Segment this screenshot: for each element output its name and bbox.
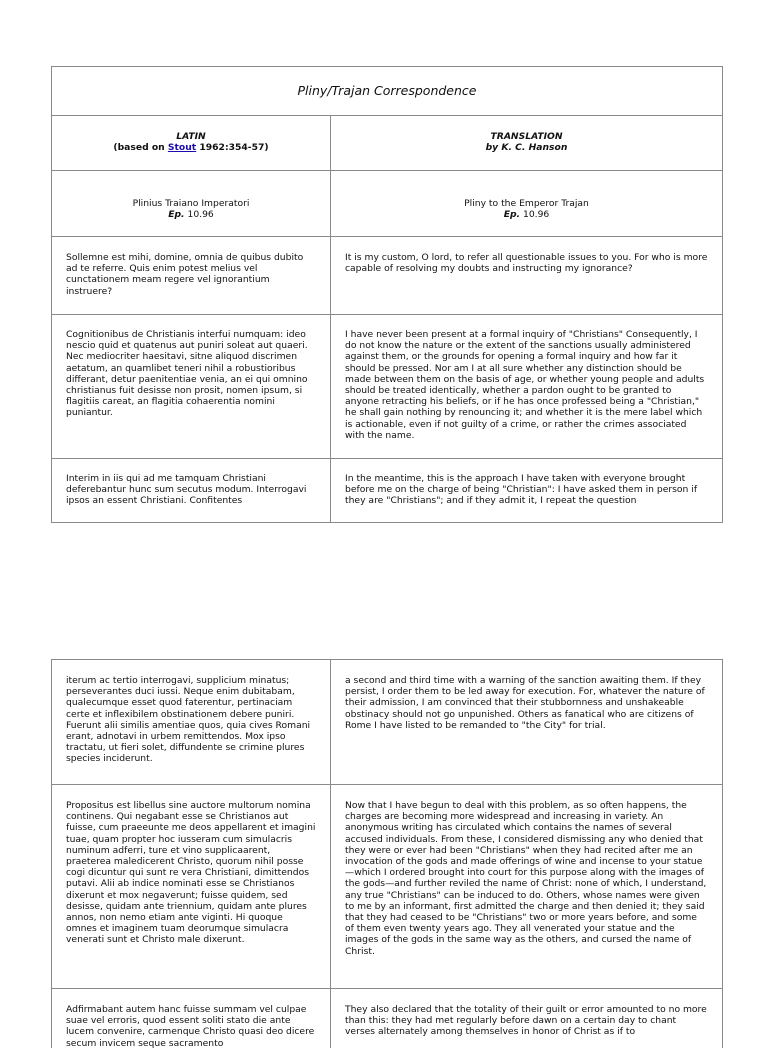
translation-text: a second and third time with a warning of the sanction awaiting them. If they persist, I order them to be led away for execution. For, whatever the nature of their admission, I am convinced that their stubbornness and unshakeable obstinacy should not go unpunished. Others as fanatical who are citizens of Rome I have listed to be remanded to "the City" for trial. [345,675,705,731]
latin-text: Adfirmabant autem hanc fuisse summam vel culpae suae vel erroris, quod essent soliti stato die ante lucem convenire, carmenque Christo quasi deo dicere secum invicem seque sacramento [52,989,331,1048]
translator-credit: by K. C. Hanson [485,142,568,154]
latin-text: Cognitionibus de Christianis interfui numquam: ideo nescio quid et quatenus aut puniri soleat aut quaeri. Nec mediocriter haesitavi, sitne aliquod discrimen aetatum, an quamlibet teneri nihil a robustioribus differant, detur paenitentiae venia, an ei qui omnino christianus fuit desisse non prosit, nomen ipsum, si flagitiis careat, an flagitia cohaerentia nomini puniantur. [52,315,331,458]
latin-header: LATIN [176,131,206,142]
page-title: Pliny/Trajan Correspondence [297,83,477,98]
translation-text: I have never been present at a formal inquiry of "Christians" Consequently, I do not know the nature or the extent of the sanctions usually administered against them, or the grounds for opening a formal inquiry and how far it should be pressed. Nor am I at all sure whether any distinction should be made between them on the basis of age, or whether young people and adults should be treated identically, whether a pardon ought to be granted to anyone retracting his beliefs, or if he has once professed being a "Christian," he shall gain nothing by renouncing it; and whether it is the mere label which is actionable, even if not guilty of a crime, or rather the crimes associated with the name. [345,329,705,441]
latin-text: Sollemne est mihi, domine, omnia de quibus dubito ad te referre. Quis enim potest melius vel cunctationem meam regere vel ignorantium instruere? [52,237,331,314]
latin-text: iterum ac tertio interrogavi, supplicium minatus; perseverantes duci iussi. Neque enim dubitabam, qualecumque esset quod faterentur, pertinaciam certe et inflexibilem obstinationem debere puniri. Fuerunt alii similis amentiae quos, quia cives Romani erant, adnotavi in urbem remittendos. Mox ipso tractatu, ut fieri solet, diffundente se crimine plures species inciderunt. [52,660,331,784]
page-1-table [51,66,723,523]
translation-text: They also declared that the totality of their guilt or error amounted to no more than this: they had met regularly before dawn on a certain day to chant verses alternately among themselves in honor of Christ as if to [345,1004,707,1038]
translation-column-header [331,116,722,170]
text-row-2 [52,314,722,458]
text-row-1 [52,236,722,314]
stout-link[interactable]: Stout [167,142,197,154]
page-2-table [51,659,723,1048]
text-row-4 [52,660,722,784]
translation-address: Pliny to the Emperor Trajan Ep. 10.96 [464,198,589,221]
translation-header: TRANSLATION [490,131,563,142]
address-row [52,170,722,236]
latin-column-header: LATIN (based on Stout 1962:354-57) [52,116,331,170]
latin-text: Interim in iis qui ad me tamquam Christiani deferebantur hunc sum secutus modum. Interrogavi ipsos an essent Christiani. Confitentes [52,459,331,522]
translation-text: In the meantime, this is the approach I have taken with everyone brought before me on the charge of being "Christian": I have asked them in person if they are "Christians"; and if they admit it, I repeat the question [345,473,698,507]
latin-address: Plinius Traiano Imperatori Ep. 10.96 [52,171,331,236]
text-row-5 [52,784,722,988]
text-row-3 [52,458,722,522]
title-row [52,67,722,115]
header-row [52,115,722,170]
translation-text: Now that I have begun to deal with this problem, as so often happens, the charges are becoming more widespread and increasing in variety. An anonymous writing has circulated which contains the names of several accused individuals. From these, I considered dismissing any who denied that they were or ever had been "Christians" when they had recited after me an invocation of the gods and made offerings of wine and incense to your statue—which I ordered brought into court for this purpose along with the images of the gods—and further reviled the name of Christ: none of which, I understand, any true "Christians" can be induced to do. Others, whose names were given to me by an informant, first admitted the charge and then denied it; they said that they had ceased to be "Christians" two or more years before, and some of them even twenty years ago. They all venerated your statue and the images of the gods in the same way as the others, and cursed the name of Christ. [345,800,707,957]
text-row-6 [52,988,722,1048]
latin-text: Propositus est libellus sine auctore multorum nomina continens. Qui negabant esse se Christianos aut fuisse, cum praeeunte me deos appellarent et imagini tuae, quam propter hoc iusseram cum simulacris numinum adferri, ture et vino supplicaarent, praeterea maledicerent Christo, quorum nihil posse cogi dicuntur qui sunt re vera Christiani, dimittendos putavi. Alii ab indice nominati esse se Christianos dixerunt et mox negaverunt; fuisse quidem, sed desisse, quidam ante triennium, quidam ante plures annos, non nemo etiam ante viginti. Hi quoque omnes et imaginem tuam deorumque simulacra venerati sunt et Christo male dixerunt. [52,785,331,988]
translation-text: It is my custom, O lord, to refer all questionable issues to you. For who is more capable of resolving my doubts and instructing my ignorance? [345,252,708,275]
